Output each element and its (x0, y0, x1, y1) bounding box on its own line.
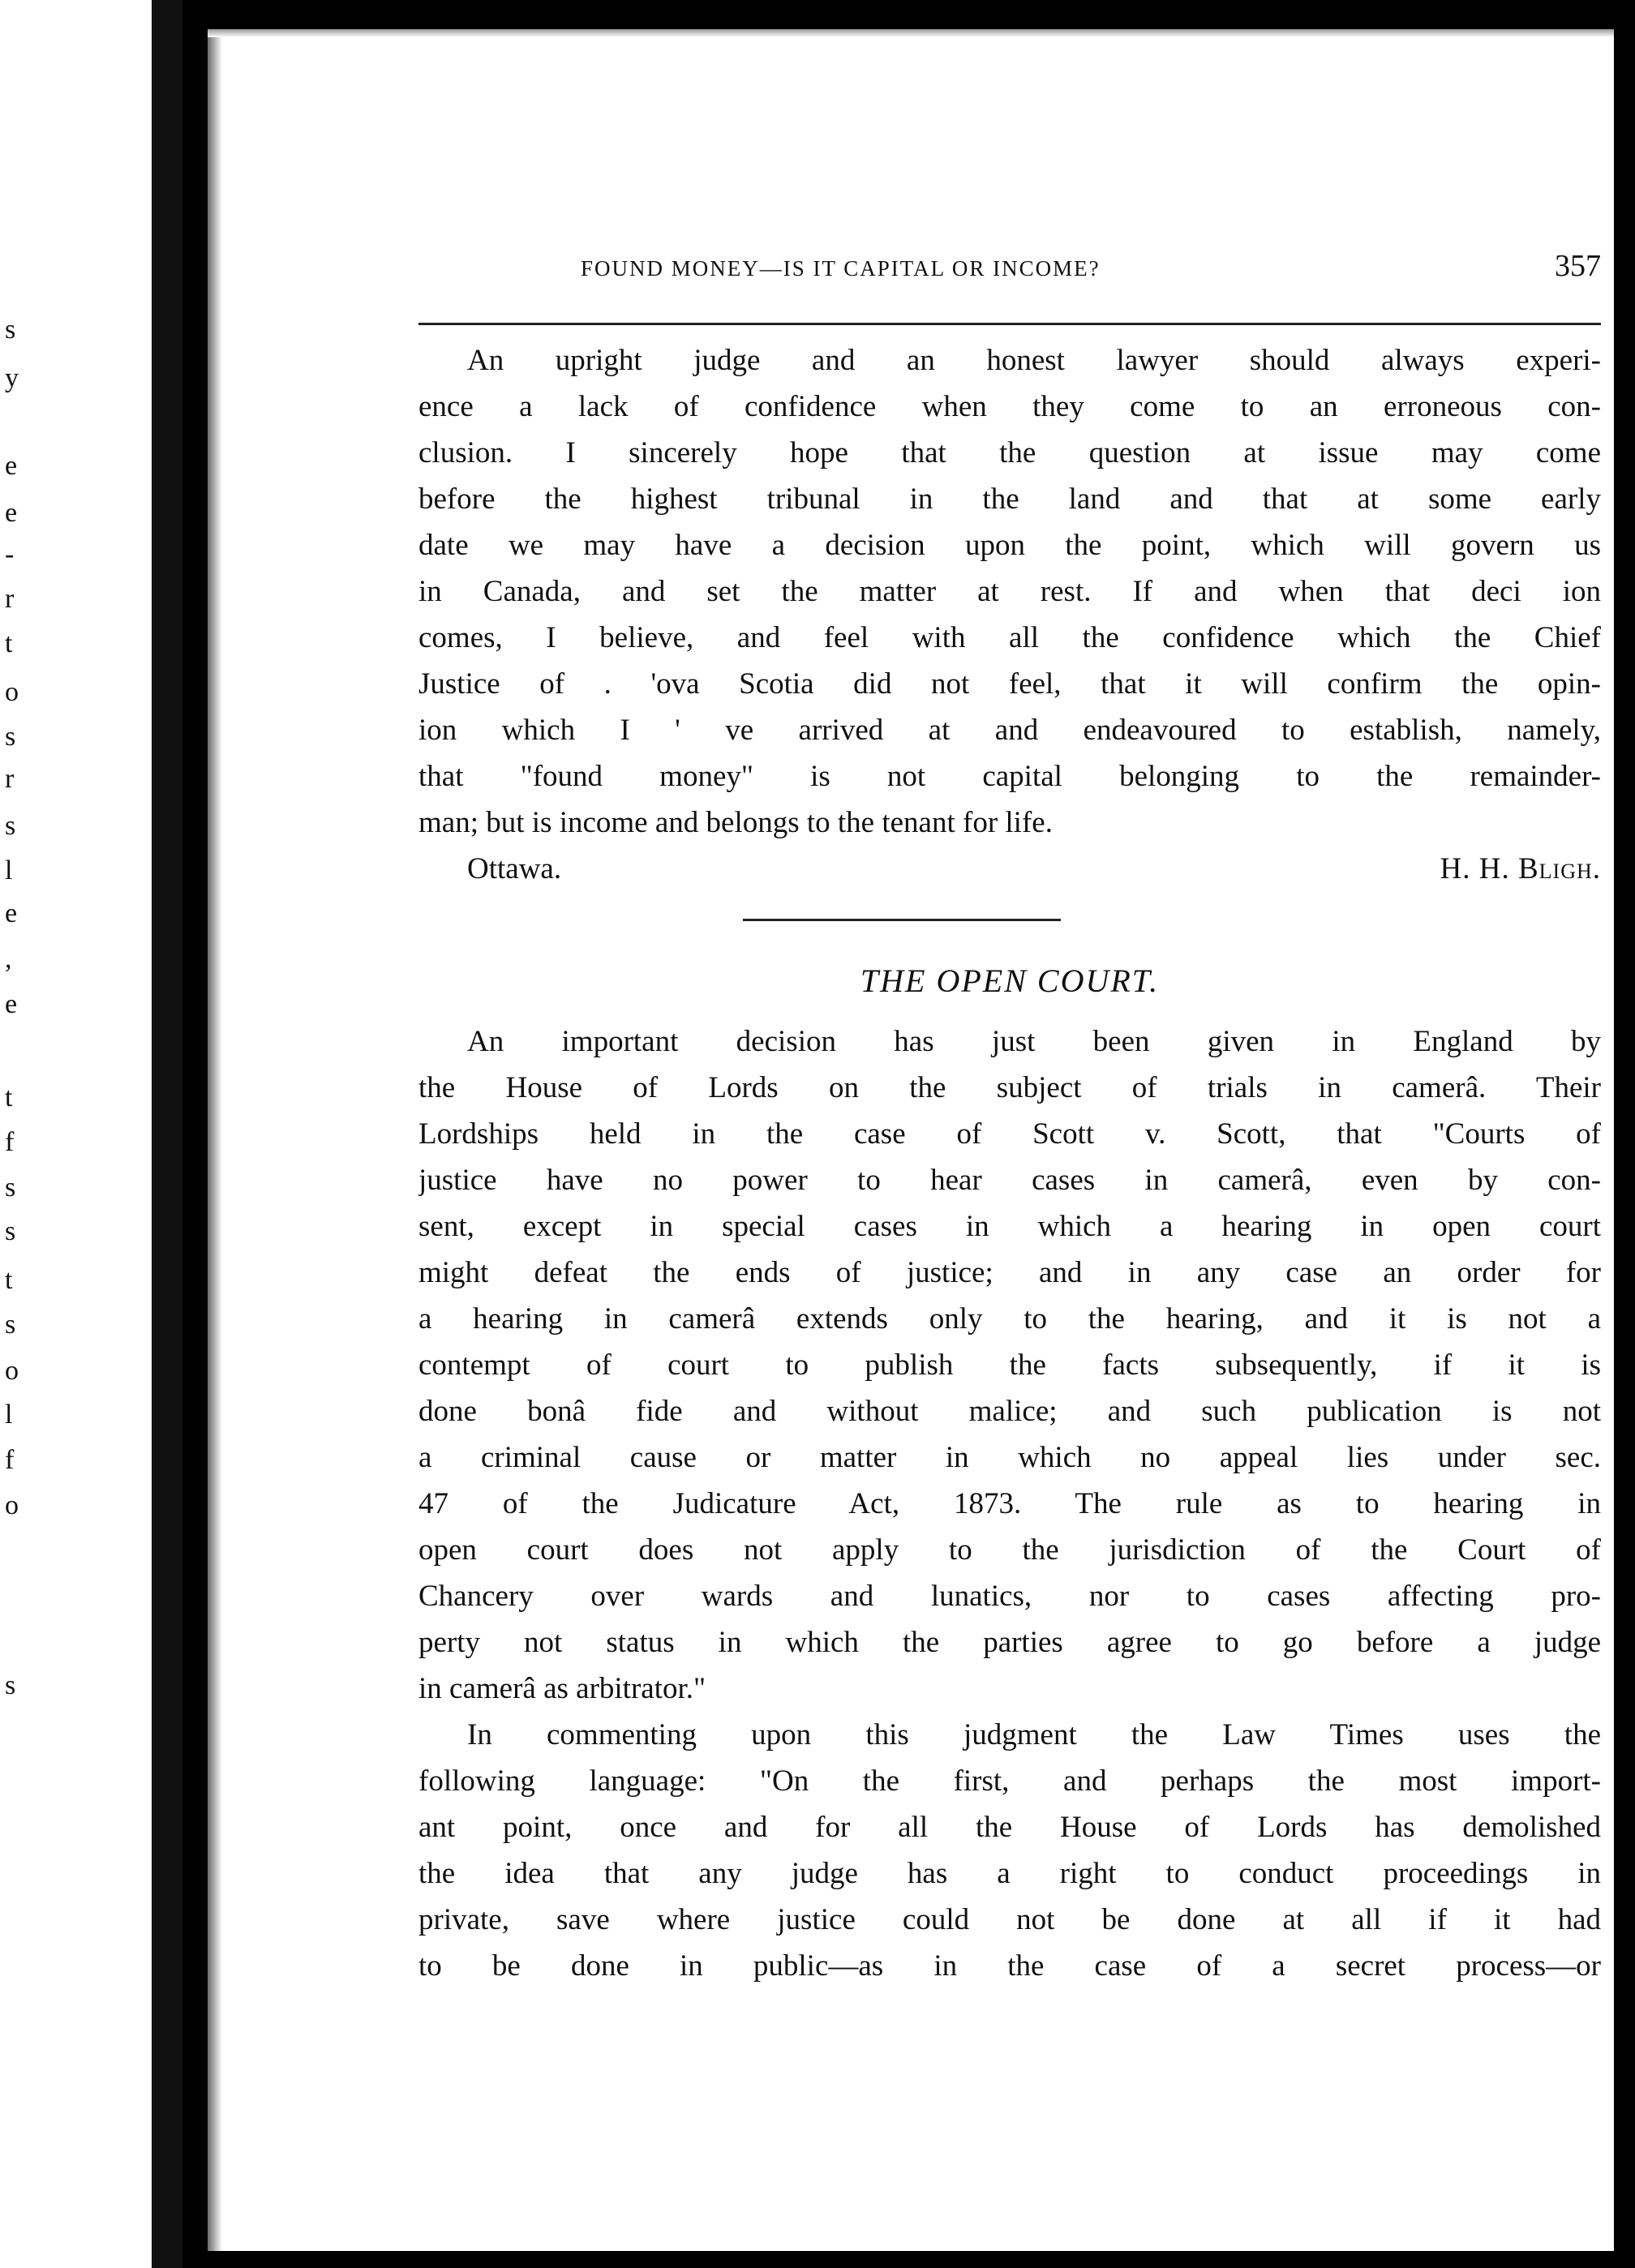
text-line: sent, except in special cases in which a hearing in open court (418, 1210, 1601, 1243)
text-line: Justice of . 'ova Scotia did not feel, that it will confirm the opin- (418, 667, 1601, 701)
text-line: ion which I ' ve arrived at and endeavoured to establish, namely, (418, 714, 1601, 747)
text-line: in camerâ as arbitrator." (418, 1672, 706, 1705)
text-line: following language: "On the first, and perhaps the most import- (418, 1764, 1601, 1798)
facing-page-fragment: f (5, 1445, 15, 1475)
facing-page-fragment: s (5, 722, 16, 752)
text-line: Chancery over wards and lunatics, nor to cases affecting pro- (418, 1580, 1601, 1613)
section-divider (743, 919, 1061, 921)
facing-page-fragment: o (5, 1490, 19, 1520)
facing-page-fragment: f (5, 1127, 15, 1157)
facing-page-fragment: e (5, 898, 18, 928)
text-line: Lordships held in the case of Scott v. Scott, that "Courts of (418, 1117, 1601, 1151)
running-head (581, 242, 1601, 290)
facing-page-fragment: o (5, 1356, 19, 1386)
facing-page-fragment: e (5, 989, 18, 1019)
text-line: ence a lack of confidence when they come to an erroneous con- (418, 390, 1601, 423)
facing-page-fragment: t (5, 1083, 13, 1113)
text-line: that "found money" is not capital belonging to the remainder- (418, 760, 1601, 793)
binding-gutter (152, 0, 182, 2268)
text-line: An upright judge and an honest lawyer should always experi- (467, 344, 1601, 377)
text-line: to be done in public—as in the case of a secret process—or (418, 1949, 1601, 1983)
book-page (208, 29, 1614, 2251)
facing-page-fragment: t (5, 628, 13, 658)
running-title: FOUND MONEY—IS IT CAPITAL OR INCOME? (581, 256, 1101, 281)
text-line: In commenting upon this judgment the Law Times uses the (467, 1718, 1601, 1751)
signature-place: Ottawa. (467, 852, 562, 885)
text-line: the idea that any judge has a right to conduct proceedings in (418, 1857, 1601, 1890)
article-conclusion (418, 337, 1601, 892)
text-line: ant point, once and for all the House of Lords has demolished (418, 1811, 1601, 1844)
text-line: in Canada, and set the matter at rest. If and when that deci ion (418, 575, 1601, 608)
text-line: contempt of court to publish the facts subsequently, if it is (418, 1348, 1601, 1382)
text-line: man; but is income and belongs to the tenant for life. (418, 806, 1053, 839)
page-top-shadow (208, 29, 1614, 37)
text-line: date we may have a decision upon the point, which will govern us (418, 529, 1601, 562)
page-edge-shadow (208, 29, 222, 2251)
text-line: private, save where justice could not be done at all if it had (418, 1903, 1601, 1936)
facing-page-fragment: e (5, 498, 18, 528)
text-line: An important decision has just been given in England by (467, 1025, 1601, 1058)
facing-page-fragment: l (5, 855, 13, 885)
text-line: comes, I believe, and feel with all the confidence which the Chief (418, 621, 1601, 654)
text-line: before the highest tribunal in the land and that at some early (418, 482, 1601, 516)
text-line: done bonâ fide and without malice; and such publication is not (418, 1395, 1601, 1428)
page-number: 357 (1555, 249, 1601, 283)
facing-page-edge (0, 0, 182, 2268)
text-line: justice have no power to hear cases in camerâ, even by con- (418, 1164, 1601, 1197)
facing-page-fragment: , (5, 944, 12, 974)
facing-page-fragment: r (5, 764, 15, 794)
text-line: clusion. I sincerely hope that the question at issue may come (418, 436, 1601, 469)
text-line: a hearing in camerâ extends only to the hearing, and it is not a (418, 1302, 1601, 1336)
facing-page-fragment: l (5, 1400, 13, 1430)
text-line: might defeat the ends of justice; and in any case an order for (418, 1256, 1601, 1289)
open-court-article (418, 1018, 1601, 1989)
facing-page-fragment: y (5, 363, 19, 393)
facing-page-fragment: o (5, 677, 19, 707)
text-line: perty not status in which the parties agree to go before a judge (418, 1626, 1601, 1659)
facing-page-fragment: e (5, 451, 18, 481)
text-line: open court does not apply to the jurisdiction of the Court of (418, 1533, 1601, 1567)
facing-page-fragment: s (5, 1310, 16, 1340)
facing-page-fragment: s (5, 1670, 16, 1700)
facing-page-fragment: r (5, 584, 15, 614)
section-heading: THE OPEN COURT. (860, 963, 1160, 999)
facing-page-fragment: s (5, 1216, 16, 1246)
facing-page-fragment: s (5, 1173, 16, 1203)
text-line: a criminal cause or matter in which no appeal lies under sec. (418, 1441, 1601, 1474)
facing-page-fragment: - (5, 539, 15, 569)
text-line: the House of Lords on the subject of trials in camerâ. Their (418, 1071, 1601, 1104)
signature-line (418, 846, 1601, 892)
header-rule (418, 323, 1601, 325)
facing-page-fragment: s (5, 315, 16, 345)
facing-page-fragment: s (5, 811, 16, 841)
facing-page-fragment: t (5, 1265, 13, 1295)
text-line: 47 of the Judicature Act, 1873. The rule as to hearing in (418, 1487, 1601, 1520)
signature-author: H. H. Bligh. (1440, 852, 1601, 885)
